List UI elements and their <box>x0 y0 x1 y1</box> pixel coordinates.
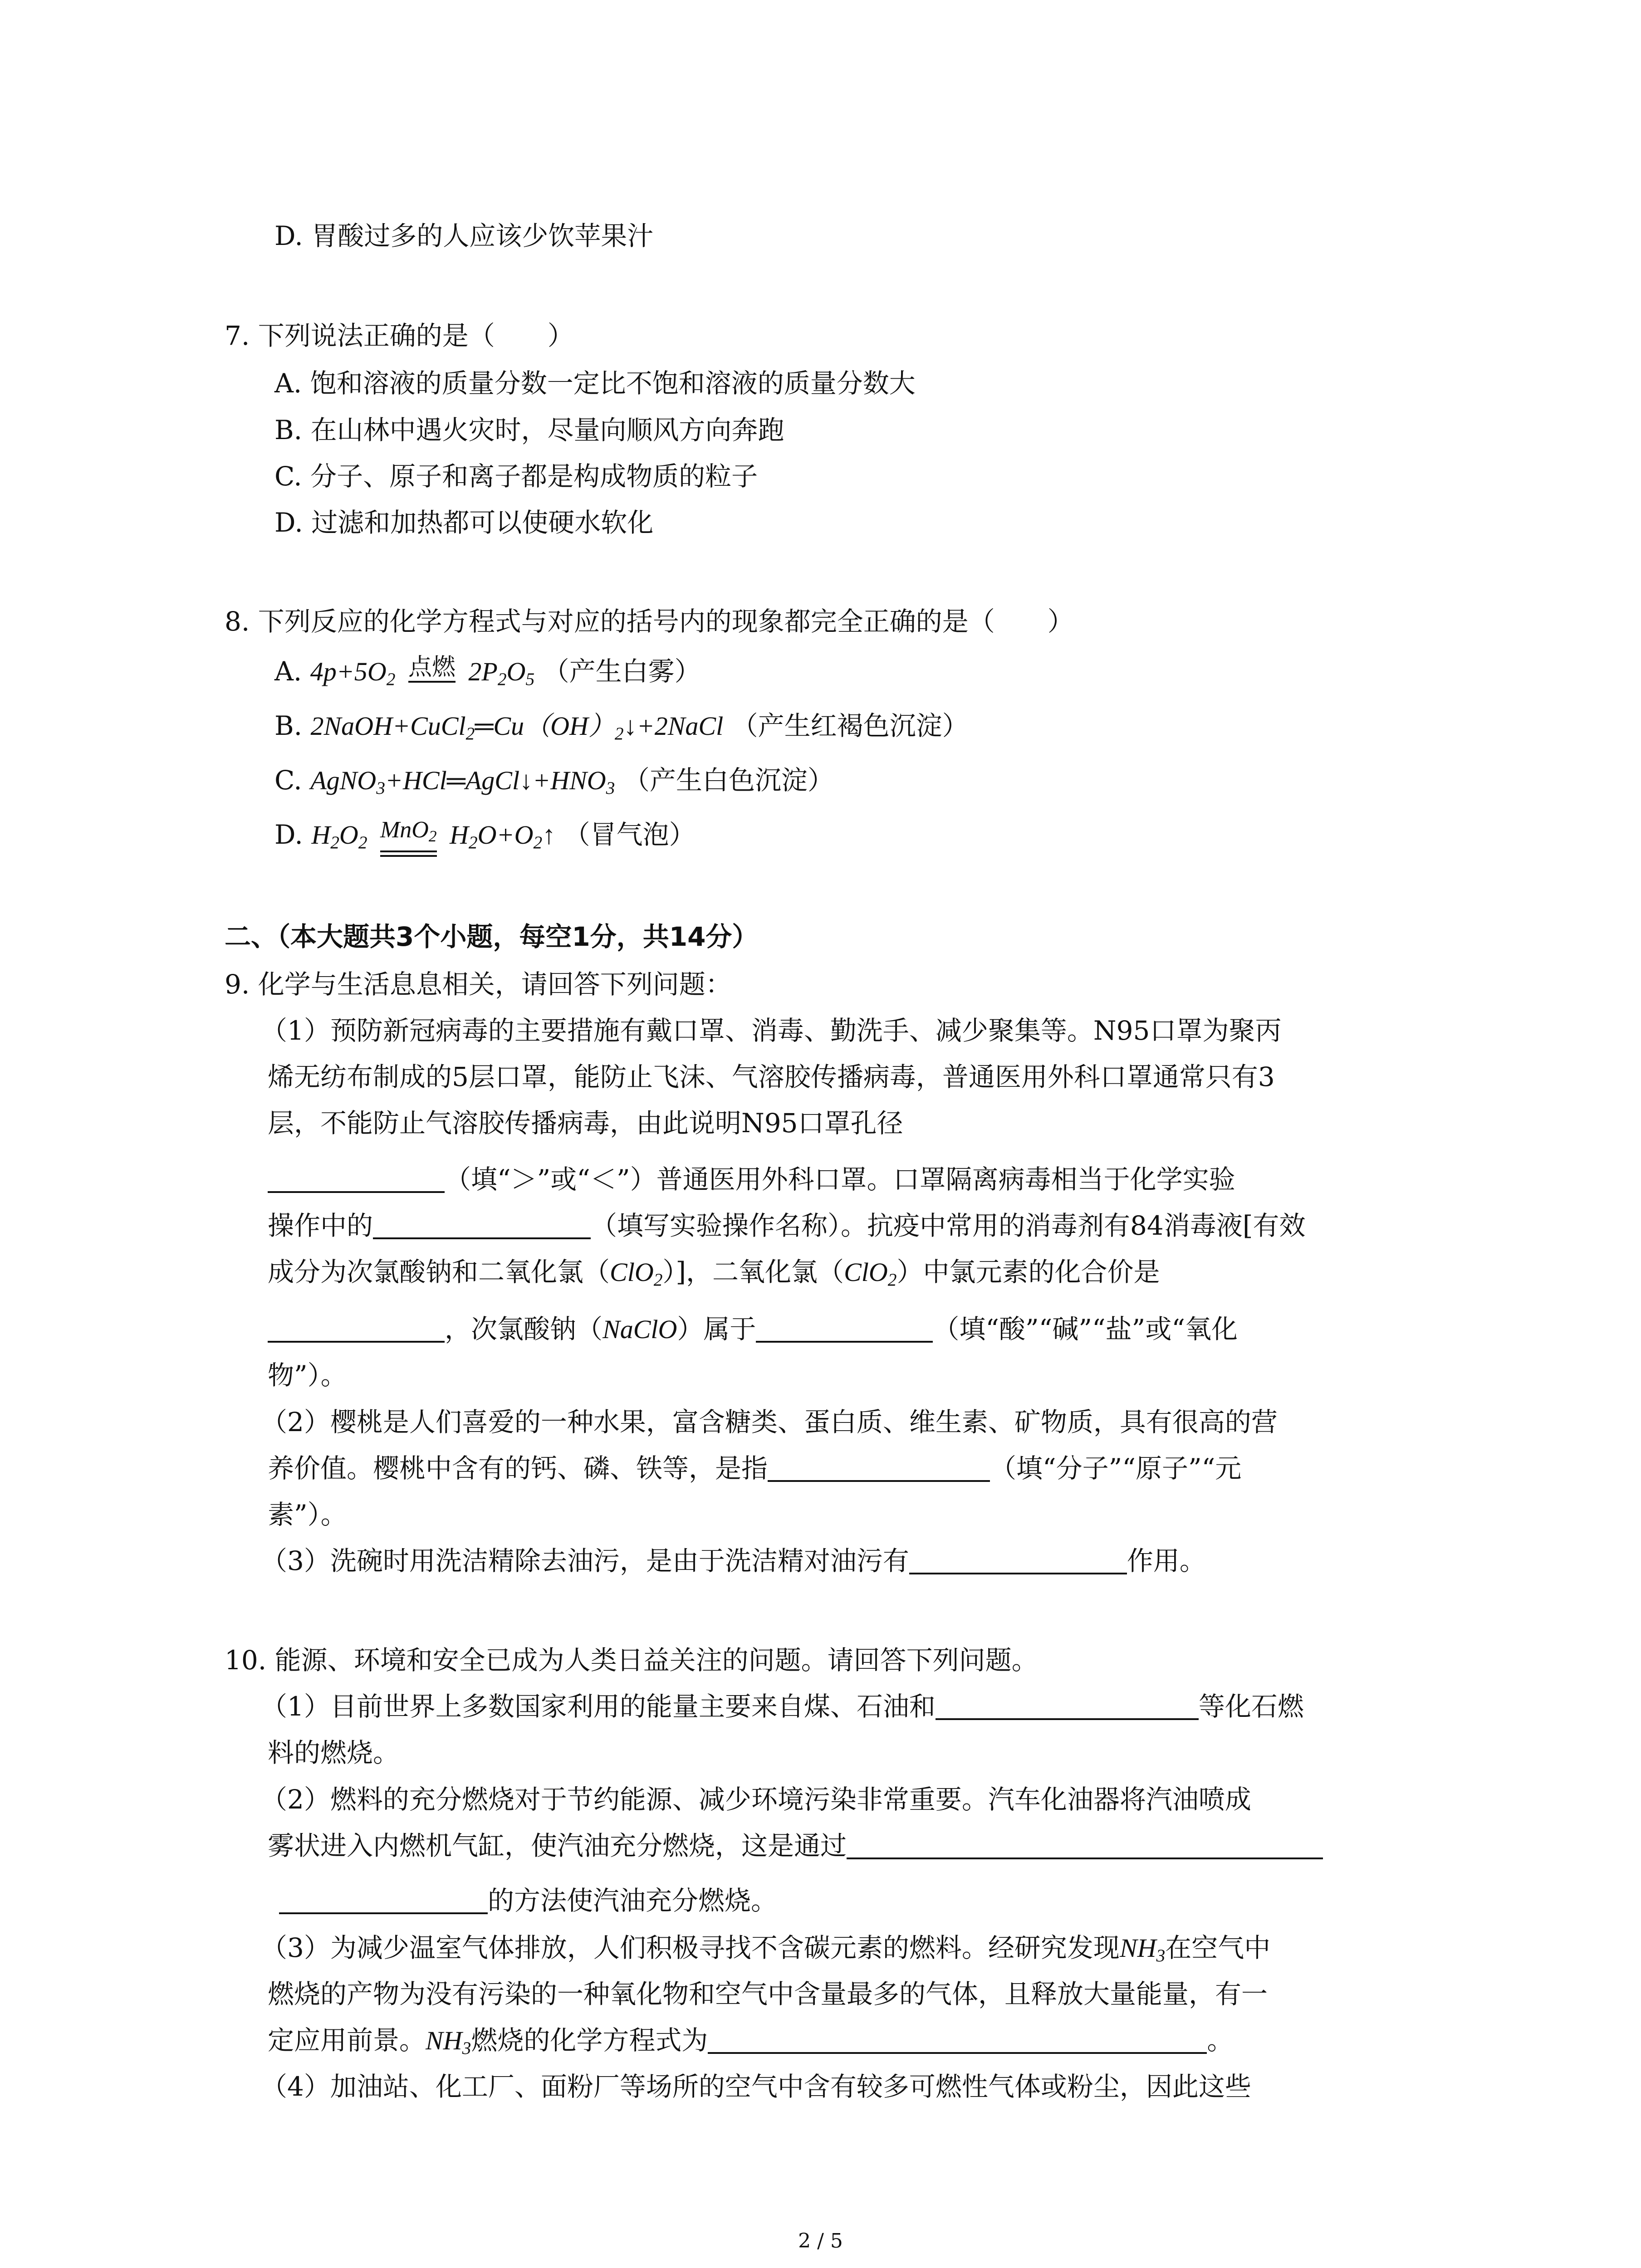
q10-p1-line2: 料的燃烧。 <box>268 1737 400 1768</box>
option-label: A. <box>274 656 302 687</box>
q9-p1-line4 <box>268 1161 1235 1198</box>
q8-option-c <box>274 762 834 806</box>
q7-option-b: B. 在山林中遇火灾时，尽量向顺风方向奔跑 <box>274 415 784 445</box>
catalyst-text: MnO <box>380 817 429 843</box>
subscript: 5 <box>525 669 535 689</box>
q9-p1-line5 <box>268 1207 1305 1244</box>
text: （填写实验操作名称）。抗疫中常用的消毒剂有84消毒液[有效 <box>591 1210 1306 1241</box>
q7-option-d: D. 过滤和加热都可以使硬水软化 <box>274 507 654 538</box>
subscript: 3 <box>462 2038 471 2058</box>
phenomenon-note: （冒气泡） <box>563 819 696 850</box>
rhs-text: ↑ <box>542 820 556 850</box>
q10-p1-line1 <box>261 1688 1304 1725</box>
condition-catalyst <box>380 816 437 850</box>
text: 雾状进入内燃机气缸，使汽油充分燃烧，这是通过 <box>268 1830 847 1861</box>
subscript: 3 <box>1156 1945 1166 1965</box>
answer-blank[interactable] <box>847 1828 1323 1859</box>
lhs-text: 4p+5O <box>310 657 387 686</box>
equation-rhs <box>450 820 555 850</box>
q10-p2-line3 <box>279 1882 777 1919</box>
formula <box>844 1257 897 1290</box>
formula-text: ClO <box>610 1257 654 1287</box>
reaction-condition <box>376 816 441 857</box>
text: （3）为减少温室气体排放，人们积极寻找不含碳元素的燃料。经研究发现 <box>261 1932 1120 1963</box>
condition-text: 点燃 <box>408 654 456 683</box>
equation-rhs <box>468 657 535 689</box>
formula: NaClO <box>603 1315 677 1344</box>
text: 作用。 <box>1127 1545 1206 1576</box>
text: 养价值。樱桃中含有的钙、磷、铁等，是指 <box>268 1453 768 1484</box>
eq-part: +HCl═AgCl↓+HNO <box>385 766 606 795</box>
text: （填“分子”“原子”“元 <box>990 1453 1242 1484</box>
formula-text: NH <box>426 2026 462 2055</box>
option-label: B. <box>274 710 303 741</box>
text: 在空气中 <box>1165 1932 1271 1963</box>
equation <box>311 711 724 741</box>
q8-stem: 8. 下列反应的化学方程式与对应的括号内的现象都完全正确的是（ ） <box>225 606 1074 637</box>
q9-p2-line3: 素”）。 <box>268 1499 347 1530</box>
rhs-mid: O <box>506 657 526 686</box>
text: 。 <box>1207 2025 1234 2056</box>
text: ）中氯元素的化合价是 <box>896 1256 1160 1287</box>
subscript: 2 <box>465 723 475 743</box>
answer-blank[interactable] <box>768 1451 990 1482</box>
rhs-text: H <box>449 820 469 850</box>
q10-stem: 10. 能源、环境和安全已成为人类日益关注的问题。请回答下列问题。 <box>225 1645 1038 1676</box>
equation-lhs <box>311 820 367 850</box>
text: ）]，二氧化氯（ <box>662 1256 844 1287</box>
subscript: 2 <box>468 832 478 852</box>
q9-p3-line1 <box>261 1543 1206 1579</box>
q10-p3-line3 <box>268 2022 1233 2066</box>
section-heading: 二、（本大题共3个小题，每空1分，共14分） <box>225 921 759 952</box>
answer-blank[interactable] <box>936 1689 1199 1720</box>
subscript: 2 <box>887 1269 897 1290</box>
q10-p3-line1 <box>261 1930 1270 1974</box>
subscript: 2 <box>386 669 396 689</box>
text: 的方法使汽油充分燃烧。 <box>488 1885 778 1916</box>
rhs-text: 2P <box>468 657 498 686</box>
subscript: 3 <box>376 777 385 798</box>
answer-blank[interactable] <box>268 1162 445 1193</box>
answer-blank[interactable] <box>909 1544 1127 1574</box>
option-label: D. <box>274 819 303 850</box>
q9-p1-line3: 层，不能防止气溶胶传播病毒，由此说明N95口罩孔径 <box>268 1108 903 1139</box>
answer-blank[interactable] <box>708 2023 1207 2054</box>
option-label: C. <box>274 765 302 796</box>
text: 成分为次氯酸钠和二氧化氯（ <box>268 1256 610 1287</box>
text: 定应用前景。 <box>268 2025 426 2056</box>
q8-option-d <box>274 816 696 860</box>
q9-p2-line2 <box>268 1450 1241 1486</box>
formula <box>1120 1933 1165 1963</box>
text: （3）洗碗时用洗洁精除去油污，是由于洗洁精对油污有 <box>261 1545 909 1576</box>
answer-blank[interactable] <box>373 1208 591 1239</box>
q7-stem: 7. 下列说法正确的是（ ） <box>225 320 574 351</box>
rhs-text: O+O <box>477 820 534 850</box>
q7-option-a: A. 饱和溶液的质量分数一定比不饱和溶液的质量分数大 <box>274 368 916 399</box>
phenomenon-note: （产生红褐色沉淀） <box>731 710 969 741</box>
q10-p2-line1: （2）燃料的充分燃烧对于节约能源、减少环境污染非常重要。汽车化油器将汽油喷成 <box>261 1784 1251 1815</box>
text: （1）目前世界上多数国家利用的能量主要来自煤、石油和 <box>261 1691 936 1722</box>
answer-blank[interactable] <box>279 1883 488 1914</box>
equals-bar-top <box>380 850 437 852</box>
lhs-text: H <box>311 820 331 850</box>
answer-blank[interactable] <box>756 1312 933 1343</box>
q9-p1-line1: （1）预防新冠病毒的主要措施有戴口罩、消毒、勤洗手、减少聚集等。N95口罩为聚丙 <box>261 1015 1282 1046</box>
equation <box>310 766 615 798</box>
q8-option-b <box>274 708 969 752</box>
q9-p1-line7 <box>268 1311 1238 1348</box>
text: ，次氯酸钠（ <box>445 1314 603 1344</box>
phenomenon-note: （产生白色沉淀） <box>623 765 834 796</box>
lhs-text: O <box>339 820 358 850</box>
formula-text: ClO <box>844 1257 888 1287</box>
equals-bar-bottom <box>380 855 437 857</box>
eq-part: AgNO <box>310 766 377 795</box>
equation-lhs <box>310 657 396 689</box>
subscript: 3 <box>606 777 615 798</box>
text: （填“＞”或“＜”）普通医用外科口罩。口罩隔离病毒相当于化学实验 <box>445 1164 1235 1195</box>
q10-p2-line2 <box>268 1828 1323 1864</box>
subscript: 2 <box>358 832 367 852</box>
subscript: 2 <box>428 826 437 845</box>
q9-p1-line6 <box>268 1254 1160 1298</box>
q9-stem: 9. 化学与生活息息相关，请回答下列问题： <box>225 969 732 1000</box>
subscript: 2 <box>653 1269 663 1290</box>
q10-p4-line1: （4）加油站、化工厂、面粉厂等场所的空气中含有较多可燃性气体或粉尘，因此这些 <box>261 2071 1251 2102</box>
answer-blank[interactable] <box>268 1312 445 1343</box>
formula <box>426 2026 471 2058</box>
q6-option-d: D. 胃酸过多的人应该少饮苹果汁 <box>274 220 654 251</box>
q10-p3-line2: 燃烧的产物为没有污染的一种氧化物和空气中含量最多的气体，且释放大量能量，有一 <box>268 1979 1268 2009</box>
phenomenon-note: （产生白雾） <box>543 656 701 687</box>
subscript: 2 <box>497 669 507 689</box>
subscript: 2 <box>614 723 624 743</box>
text: 燃烧的化学方程式为 <box>471 2025 708 2056</box>
text: 等化石燃 <box>1198 1691 1304 1722</box>
eq-part: ↓+2NaCl <box>623 711 724 741</box>
text: （填“酸”“碱”“盐”或“氧化 <box>933 1314 1238 1344</box>
formula-text: NH <box>1119 1933 1156 1963</box>
q7-option-c: C. 分子、原子和离子都是构成物质的粒子 <box>274 461 758 492</box>
subscript: 2 <box>330 832 339 852</box>
reaction-condition <box>404 654 460 683</box>
q9-p1-line2: 烯无纺布制成的5层口罩，能防止飞沫、气溶胶传播病毒，普通医用外科口罩通常只有3 <box>268 1061 1275 1092</box>
text: ）属于 <box>677 1314 756 1344</box>
text: 操作中的 <box>268 1210 373 1241</box>
subscript: 2 <box>533 832 543 852</box>
q9-p1-line8: 物”）。 <box>268 1360 347 1391</box>
eq-part: ═Cu（OH） <box>475 711 615 741</box>
page-number: 2 / 5 <box>798 2229 843 2253</box>
q9-p2-line1: （2）樱桃是人们喜爱的一种水果，富含糖类、蛋白质、维生素、矿物质，具有很高的营 <box>261 1407 1278 1437</box>
formula <box>610 1257 663 1290</box>
q8-option-a <box>274 653 701 697</box>
eq-part: 2NaOH+CuCl <box>310 711 466 741</box>
